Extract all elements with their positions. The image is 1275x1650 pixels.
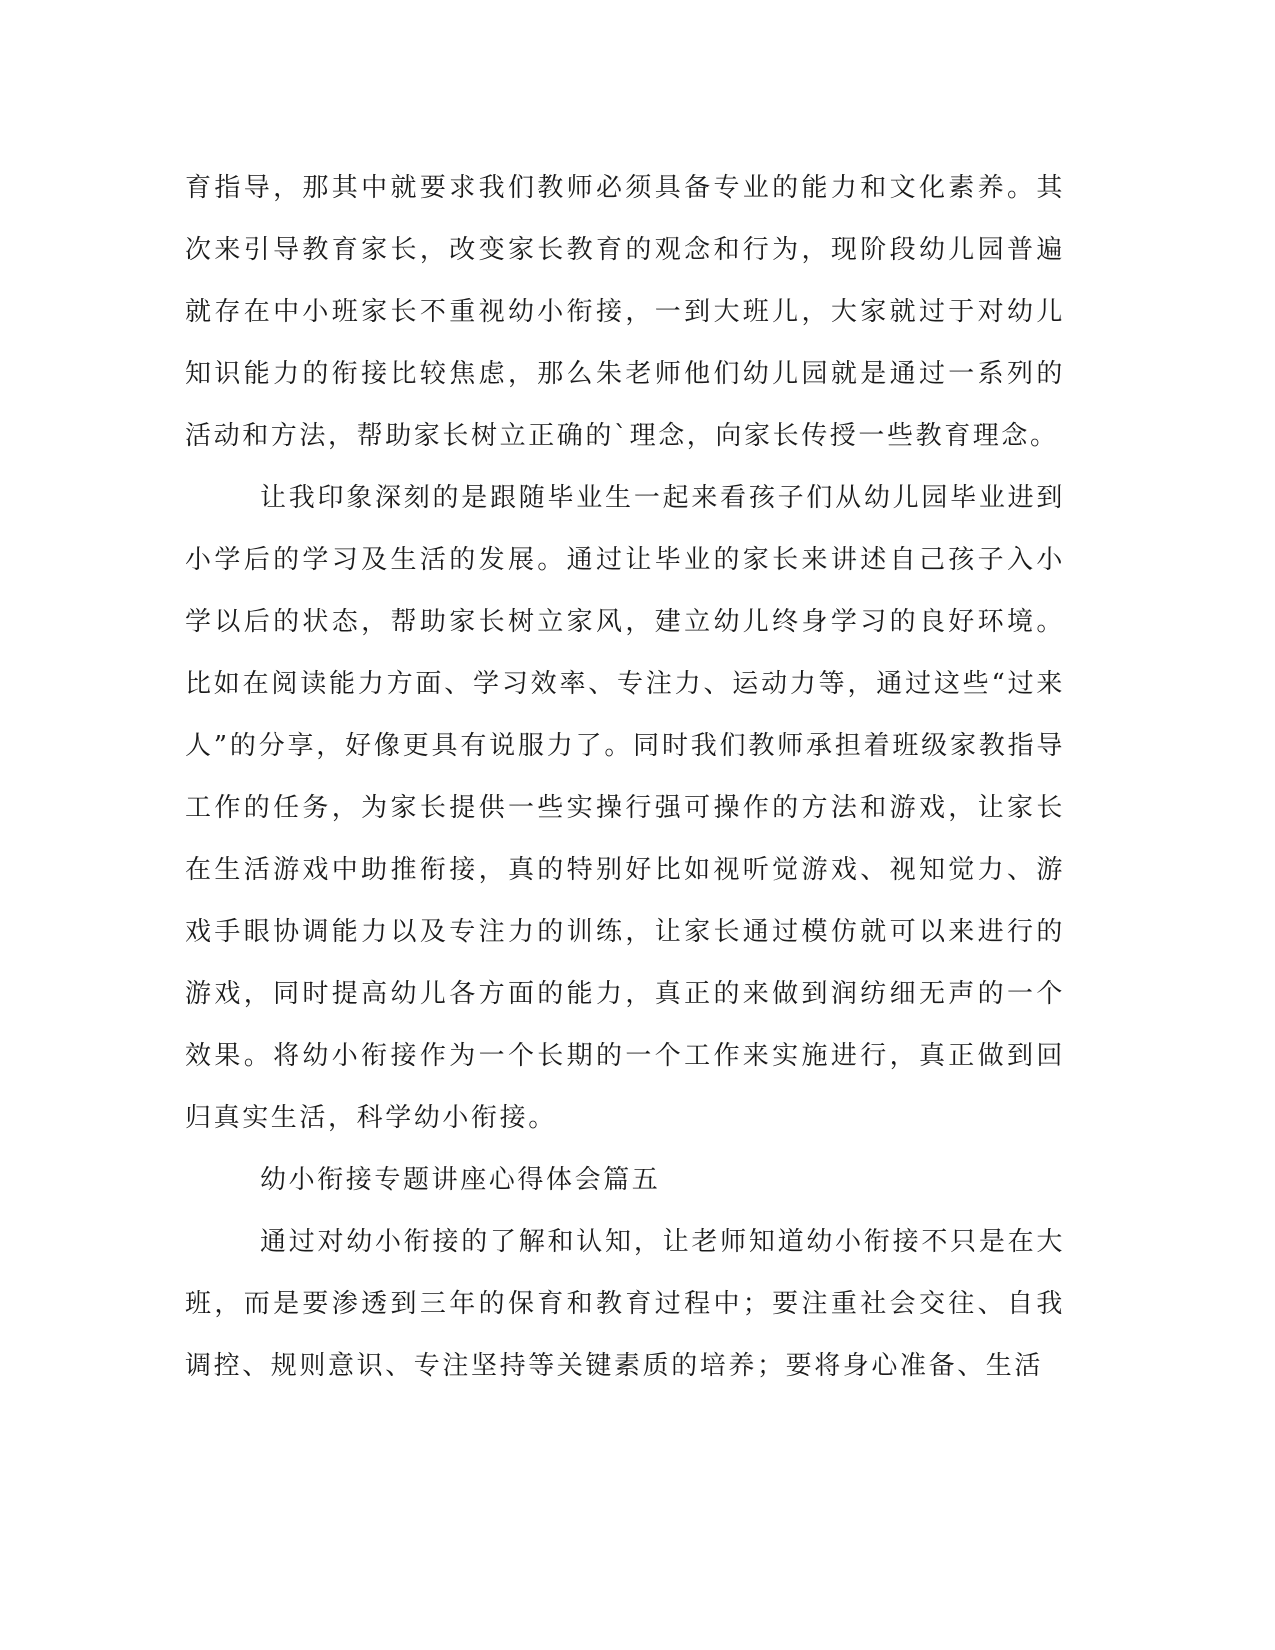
section-heading: 幼小衔接专题讲座心得体会篇五 — [260, 1165, 661, 1195]
paragraph-continuation: 育指导，那其中就要求我们教师必须具备专业的能力和文化素养。其次来引导教育家长，改变家长教育的观念和行为，现阶段幼儿园普遍就存在中小班家长不重视幼小衔接，一到大班儿，大家就过于对幼儿知识能力的衔接比较焦虑，那么朱老师他们幼儿园就是通过一系列的活动和方法，帮助家长树立正确的`理念，向家长传授一些教育理念。 — [185, 173, 1065, 451]
paragraph-memorable-impression: 让我印象深刻的是跟随毕业生一起来看孩子们从幼儿园毕业进到小学后的学习及生活的发展。通过让毕业的家长来讲述自己孩子入小学以后的状态，帮助家长树立家风，建立幼儿终身学习的良好环境。比如在阅读能力方面、学习效率、专注力、运动力等，通过这些“过来人”的分享，好像更具有说服力了。同时我们教师承担着班级家教指导工作的任务，为家长提供一些实操行强可操作的方法和游戏，让家长在生活游戏中助推衔接，真的特别好比如视听觉游戏、视知觉力、游戏手眼协调能力以及专注力的训练，让家长通过模仿就可以来进行的游戏，同时提高幼儿各方面的能力，真正的来做到润纺细无声的一个效果。将幼小衔接作为一个长期的一个工作来实施进行，真正做到回归真实生活，科学幼小衔接。 — [185, 483, 1065, 1133]
document-page — [185, 157, 1065, 1397]
paragraph-section-five: 通过对幼小衔接的了解和认知，让老师知道幼小衔接不只是在大班，而是要渗透到三年的保育和教育过程中；要注重社会交往、自我调控、规则意识、专注坚持等关键素质的培养；要将身心准备、生活 — [185, 1227, 1065, 1381]
